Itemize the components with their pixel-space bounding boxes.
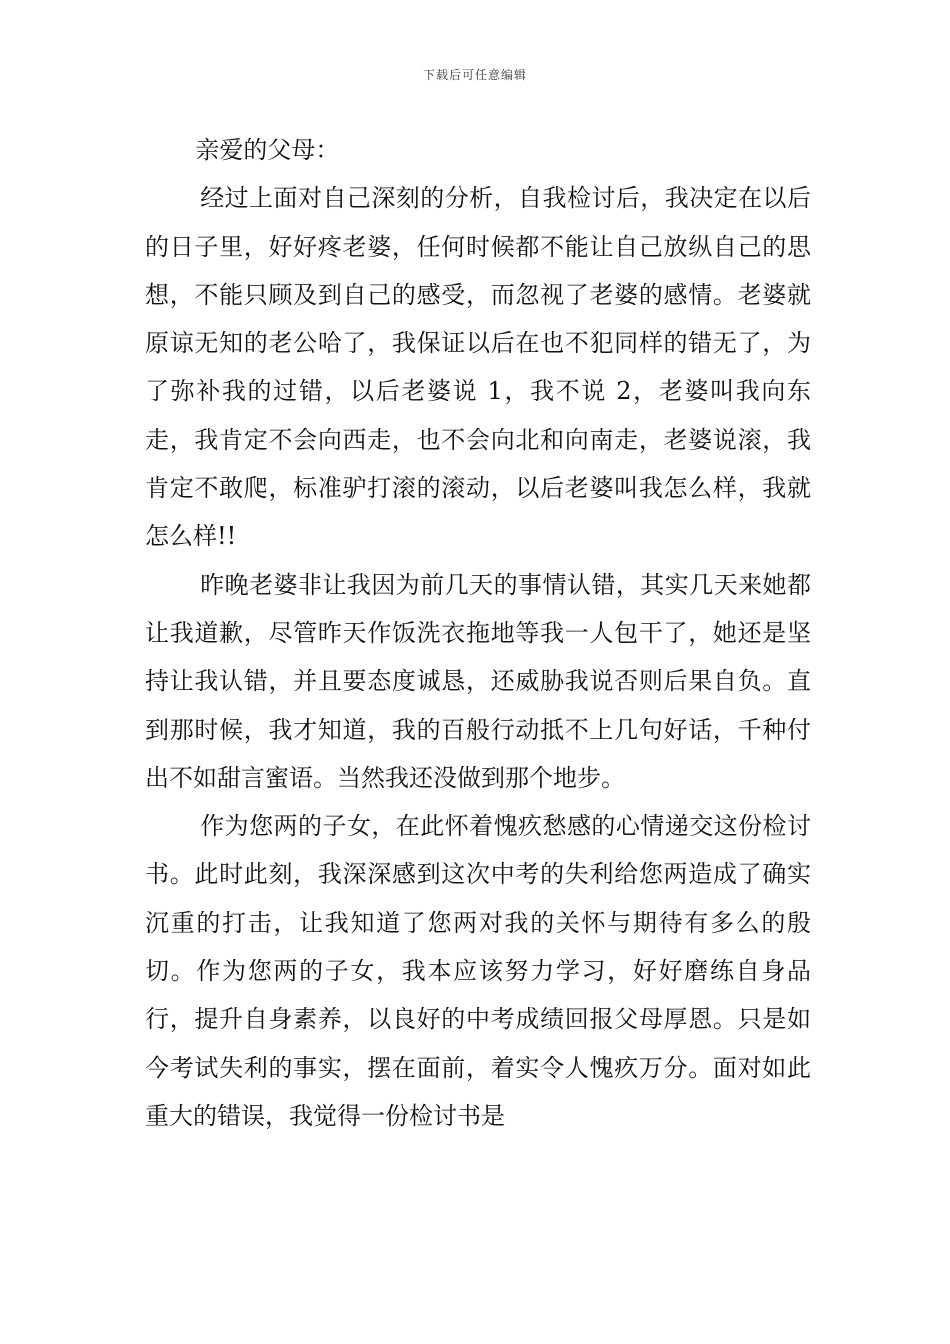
letter-body — [145, 126, 811, 1140]
page-header-note: 下载后可任意编辑 — [422, 68, 527, 82]
letter-greeting: 亲爱的父母： — [195, 136, 340, 164]
letter-paragraph-1: 经过上面对自己深刻的分析，自我检讨后，我决定在以后的日子里，好好疼老婆，任何时候都不能让自己放纵自己的思想，不能只顾及到自己的感受，而忽视了老婆的感情。老婆就原谅无知的老公哈了，我保证以后在也不犯同样的错无了，为了弥补我的过错，以后老婆说 1，我不说 2，老婆叫我向东走，我肯定不会向西走，也不会向北和向南走，老婆说滚，我肯定不敢爬，标准驴打滚的滚动，以后老婆叫我怎么样，我就怎么样!! — [145, 184, 811, 551]
letter-paragraph-2: 昨晚老婆非让我因为前几天的事情认错，其实几天来她都让我道歉，尽管昨天作饭洗衣拖地等我一人包干了，她还是坚持让我认错，并且要态度诚恳，还威胁我说否则后果自负。直到那时候，我才知道，我的百般行动抵不上几句好话，千种付出不如甜言蜜语。当然我还没做到那个地步。 — [145, 570, 811, 792]
letter-paragraph-3: 作为您两的子女，在此怀着愧疚愁感的心情递交这份检讨书。此时此刻，我深深感到这次中考的失利给您两造成了确实沉重的打击，让我知道了您两对我的关怀与期待有多么的殷切。作为您两的子女，我本应该努力学习，好好磨练自身品行，提升自身素养，以良好的中考成绩回报父母厚恩。只是如今考试失利的事实，摆在面前，着实令人愧疚万分。面对如此重大的错误，我觉得一份检讨书是 — [145, 812, 811, 1130]
